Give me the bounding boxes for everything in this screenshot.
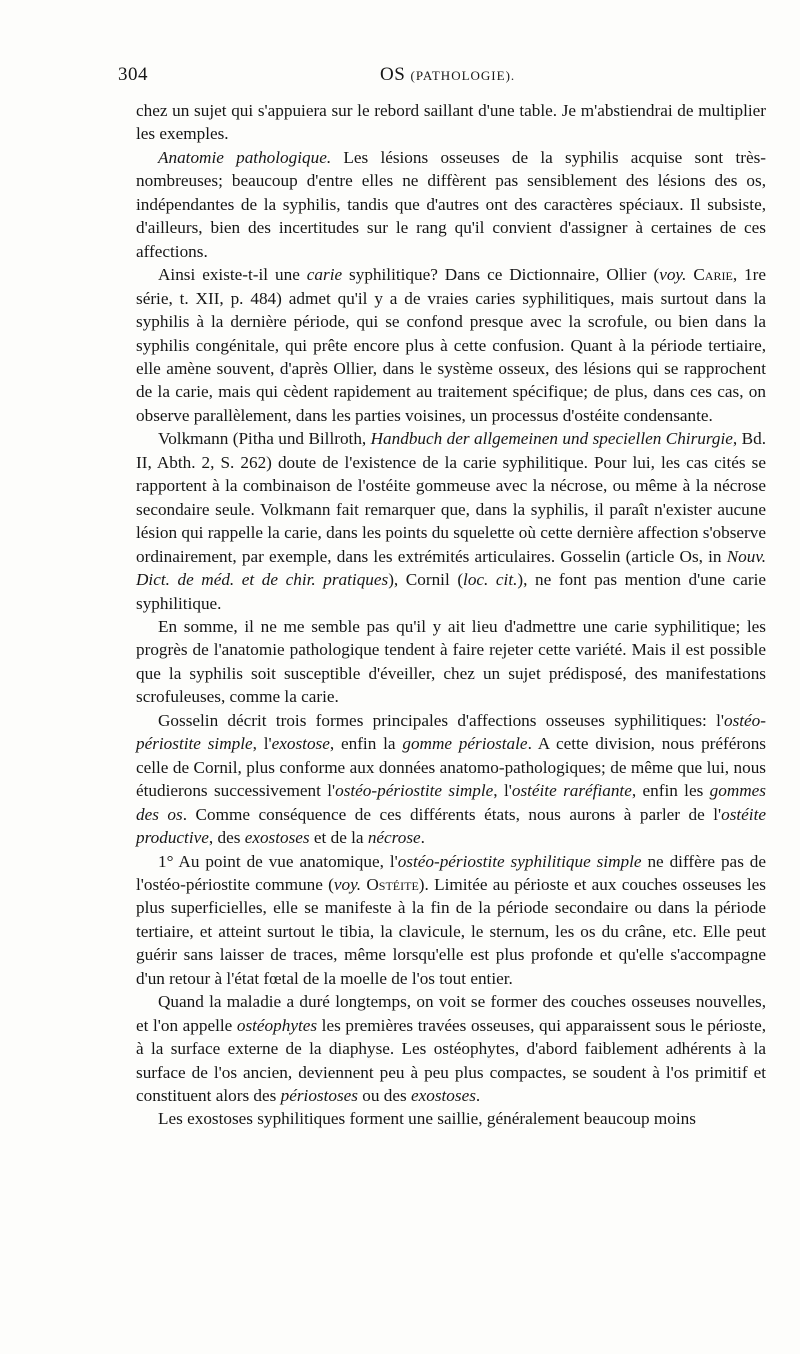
italic-run: gommes des os (136, 781, 766, 824)
text-run: les premières travées osseuses, qui apparaissent sous le périoste, à la surface externe de la diaphyse. Les ostéophytes, d'abord faiblement adhérents à la surface de l'os ancien, deviennent peu à peu plus compactes, se soudent à l'os primitif et constituent alors des (136, 1015, 766, 1106)
text-run: Quand la maladie a duré longtemps, on voit se former des couches osseuses nouvelles, et l'on appelle (136, 992, 766, 1035)
paragraph (136, 427, 766, 615)
italic-run: Nouv. Dict. de méd. et de chir. pratiques (136, 546, 766, 590)
italic-run: exostoses (244, 828, 310, 848)
italic-run: ostéite raréfiante (511, 781, 632, 801)
page-header (118, 64, 768, 90)
italic-run: ostéo-périostite syphilitique simple (397, 851, 642, 871)
italic-run: exostose (271, 734, 330, 754)
text-run: . (475, 1086, 481, 1106)
italic-run: ostéite productive (136, 804, 766, 848)
italic-run: nécrose (367, 828, 421, 848)
text-run: , l' (252, 734, 272, 754)
text-run: , des (208, 828, 245, 848)
text-run: . Comme conséquence de ces différents états, nous aurons à parler de l' (182, 804, 722, 824)
text-run: chez un sujet qui s'appuiera sur le rebord saillant d'une table. Je m'abstiendrai de multiplier les exemples. (136, 101, 766, 144)
paragraph (136, 263, 766, 427)
paragraph (136, 990, 766, 1107)
paragraph (136, 615, 766, 709)
paragraph (136, 1107, 766, 1130)
italic-run: ostéo-périostite simple (335, 781, 494, 801)
paragraph (136, 146, 766, 263)
italic-run: Anatomie pathologique. (158, 147, 332, 167)
text-run: ), ne font pas mention d'une carie syphilitique. (136, 570, 766, 613)
paragraph (136, 850, 766, 991)
italic-run: voy. (659, 265, 687, 285)
text-run: , Bd. II, Abth. 2, S. 262) doute de l'existence de la carie syphilitique. Pour lui, les cas cités se rapportent à la combinaison de l'ostéite gommeuse avec la nécrose, ou même à la nécrose secondaire seule. Volkmann fait remarquer que, dans la syphilis, il paraît n'exister aucune lésion qui rappelle la carie, dans les points du squelette où cette dernière affection s'observe ordinairement, par exemple, dans les extrémités articulaires. Gosselin (article Os, in (136, 429, 766, 566)
running-title (380, 64, 515, 86)
italic-run: exostoses (410, 1086, 476, 1106)
italic-run: ostéo-périostite simple (136, 710, 766, 754)
italic-run: Handbuch der allgemeinen und speciellen Chirurgie (370, 429, 733, 449)
text-run: En somme, il ne me semble pas qu'il y ait lieu d'admettre une carie syphilitique; les progrès de l'anatomie pathologique tendent à faire rejeter cette variété. Mais il est possible que la syphilis soit susceptible d'éveiller, chez un sujet prédisposé, des manifestations scrofuleuses, comme la carie. (136, 616, 766, 707)
text-run: Les lésions osseuses de la syphilis acquise sont très-nombreuses; beaucoup d'entre elles ne diffèrent pas sensiblement des lésions des os, indépendantes de la syphilis, tandis que d'autres ont des caractères spéciaux. Il subsiste, d'ailleurs, bien des incertitudes sur le rang qu'il convient d'assigner à certaines de ces affections. (136, 147, 766, 261)
text-run: . (420, 828, 425, 848)
small-caps-run: Ostéite (366, 874, 419, 894)
italic-run: loc. cit. (463, 570, 518, 590)
italic-run: voy. (333, 874, 362, 894)
text-run: , 1re série, t. XII, p. 484) admet qu'il y a de vraies caries syphilitiques, mais surtout dans la syphilis à la dernière période, qui se confond presque avec la scrofule, ou bien dans la syphilis congénitale, qui prête encore plus à cette confusion. Quant à la période tertiaire, elle amène souvent, d'après Ollier, dans le système osseux, des lésions qui se rapprochent de la carie, mais qui cèdent rapidement au traitement spécifique; de plus, dans ces cas, on observe parallèlement, dans les parties voisines, un processus d'ostéite condensante. (136, 265, 767, 425)
italic-run: carie (306, 265, 343, 285)
text-run: ), Cornil ( (388, 570, 464, 590)
text-run: Ainsi existe-t-il une (158, 265, 307, 285)
text-run: et de la (309, 828, 368, 848)
paragraph (136, 709, 766, 850)
paragraph (136, 99, 766, 146)
text-run: . A cette division, nous préférons celle de Cornil, plus conforme aux données anatomo-pathologiques; de même que lui, nous étudierons successivement l' (136, 734, 766, 801)
text-run: syphilitique? Dans ce Dictionnaire, Ollier ( (342, 265, 660, 285)
italic-run: ostéophytes (236, 1015, 318, 1035)
running-title-main: OS (380, 64, 406, 85)
text-run: Gosselin décrit trois formes principales d'affections osseuses syphilitiques: l' (158, 710, 724, 730)
text-run: ne diffère pas de l'ostéo-périostite commune ( (136, 851, 767, 894)
page-number: 304 (118, 64, 148, 85)
italic-run: périostoses (280, 1086, 358, 1106)
running-title-sub: (PATHOLOGIE). (410, 68, 516, 83)
text-run: ou des (357, 1086, 411, 1106)
italic-run: gomme périostale (402, 734, 528, 754)
text-run: ). Limitée au périoste et aux couches osseuses les plus superficielles, elle se manifeste à la fin de la période secondaire ou dans la période tertiaire, et atteint surtout le tibia, la clavicule, le sternum, les os du crâne, etc. Elle peut guérir sans laisser de traces, même lorsqu'elle est plus profonde et qu'elle s'accompagne d'un retour à l'état fœtal de la moelle de l'os tout entier. (136, 874, 766, 988)
text-run: Les exostoses syphilitiques forment une saillie, généralement beaucoup moins (158, 1109, 696, 1129)
body-text (136, 99, 766, 1131)
small-caps-run: Carie (693, 265, 733, 285)
text-run: , l' (493, 781, 512, 801)
text-run: 1° Au point de vue anatomique, l' (158, 851, 398, 871)
text-run: , enfin la (329, 734, 403, 754)
text-run: Volkmann (Pitha und Billroth, (158, 429, 371, 449)
text-run: , enfin les (631, 781, 710, 801)
